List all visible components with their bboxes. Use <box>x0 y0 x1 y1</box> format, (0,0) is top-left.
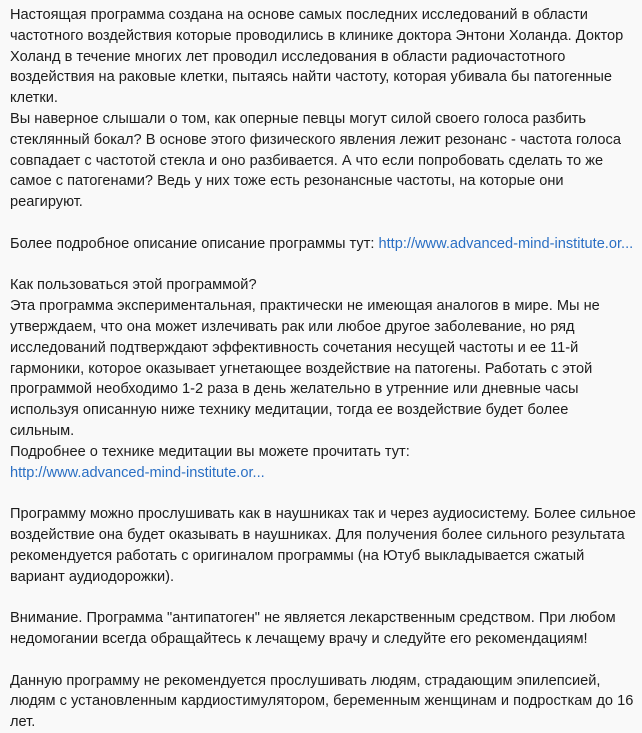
description-line: частотного воздействия которые проводились в клинике доктора Энтони Холанда. Доктор <box>10 27 624 44</box>
more-info-line <box>10 234 636 255</box>
description-line: Настоящая программа создана на основе самых последних исследований в области <box>10 7 588 23</box>
description-line: людям с установленным кардиостимулятором, беременным женщинам и подросткам до 16 <box>10 693 634 710</box>
howto-heading: Как пользоваться этой программой? <box>10 277 257 294</box>
description-line: воздействие она будет оказывать в наушниках. Для получения более сильного результата <box>10 526 625 543</box>
description-line: лет. <box>10 714 36 731</box>
description-line: клетки. <box>10 90 58 107</box>
paragraph-gap <box>10 650 636 671</box>
paragraph-gap <box>10 255 636 276</box>
description-line: Программу можно прослушивать как в наушниках так и через аудиосистему. Более сильное <box>10 506 636 523</box>
meditation-link-line <box>10 463 636 484</box>
listening-paragraph <box>10 504 636 587</box>
description-line: Вы наверное слышали о том, как оперные певцы могут силой своего голоса разбить <box>10 110 587 127</box>
contraindications-paragraph <box>10 671 636 733</box>
description-line: недомогании всегда обращайтесь к лечащему врачу и следуйте его рекомендациям! <box>10 630 588 647</box>
description-line: исследований подтверждают эффективность сочетания несущей частоты и ее 11-й <box>10 339 579 356</box>
paragraph-gap <box>10 587 636 608</box>
warning-paragraph <box>10 608 636 650</box>
intro-paragraph <box>10 5 636 213</box>
description-line: Холанд в течение многих лет проводил исследования в области радиочастотного <box>10 48 566 65</box>
paragraph-gap <box>10 213 636 234</box>
program-info-link[interactable]: http://www.advanced-mind-institute.or... <box>378 235 634 252</box>
description-line: стеклянный бокал? В основе этого физического явления лежит резонанс - частота голоса <box>10 131 621 148</box>
description-line: Внимание. Программа "антипатоген" не является лекарственным средством. При любом <box>10 610 616 627</box>
description-line: Эта программа экспериментальная, практически не имеющая аналогов в мире. Мы не <box>10 298 600 315</box>
description-line: самое с патогенами? Ведь у них тоже есть резонансные частоты, на которые они реагируют. <box>10 173 564 211</box>
description-line: программой необходимо 1-2 раза в день желательно в утренние или дневные часы <box>10 381 579 398</box>
description-line: утверждаем, что она может излечивать рак или любое другое заболевание, но ряд <box>10 318 575 335</box>
meditation-info-link[interactable]: http://www.advanced-mind-institute.or... <box>10 464 265 481</box>
description-line: воздействия на раковые клетки, пытаясь найти частоту, которая убивала бы патогенные <box>10 69 612 86</box>
description-line: Данную программу не рекомендуется прослушивать людям, страдающим эпилепсией, <box>10 672 601 689</box>
more-info-text: Более подробное описание описание программы тут: <box>10 235 379 252</box>
description-line: используя описанную ниже технику медитации, тогда ее воздействие будет более сильным. <box>10 402 569 439</box>
description-line: вариант аудиодорожки). <box>10 568 175 585</box>
description-line: совпадает с частотой стекла и оно разбивается. А что если попробовать сделать то же <box>10 152 604 169</box>
paragraph-gap <box>10 483 636 504</box>
description-line: Подробнее о технике медитации вы можете прочитать тут: <box>10 443 410 460</box>
description-line: гармоники, которое оказывает угнетающее воздействие на патогены. Работать с этой <box>10 360 593 377</box>
howto-paragraph <box>10 275 636 483</box>
description-line: рекомендуется работать с оригиналом программы (на Ютуб выкладывается сжатый <box>10 547 585 564</box>
